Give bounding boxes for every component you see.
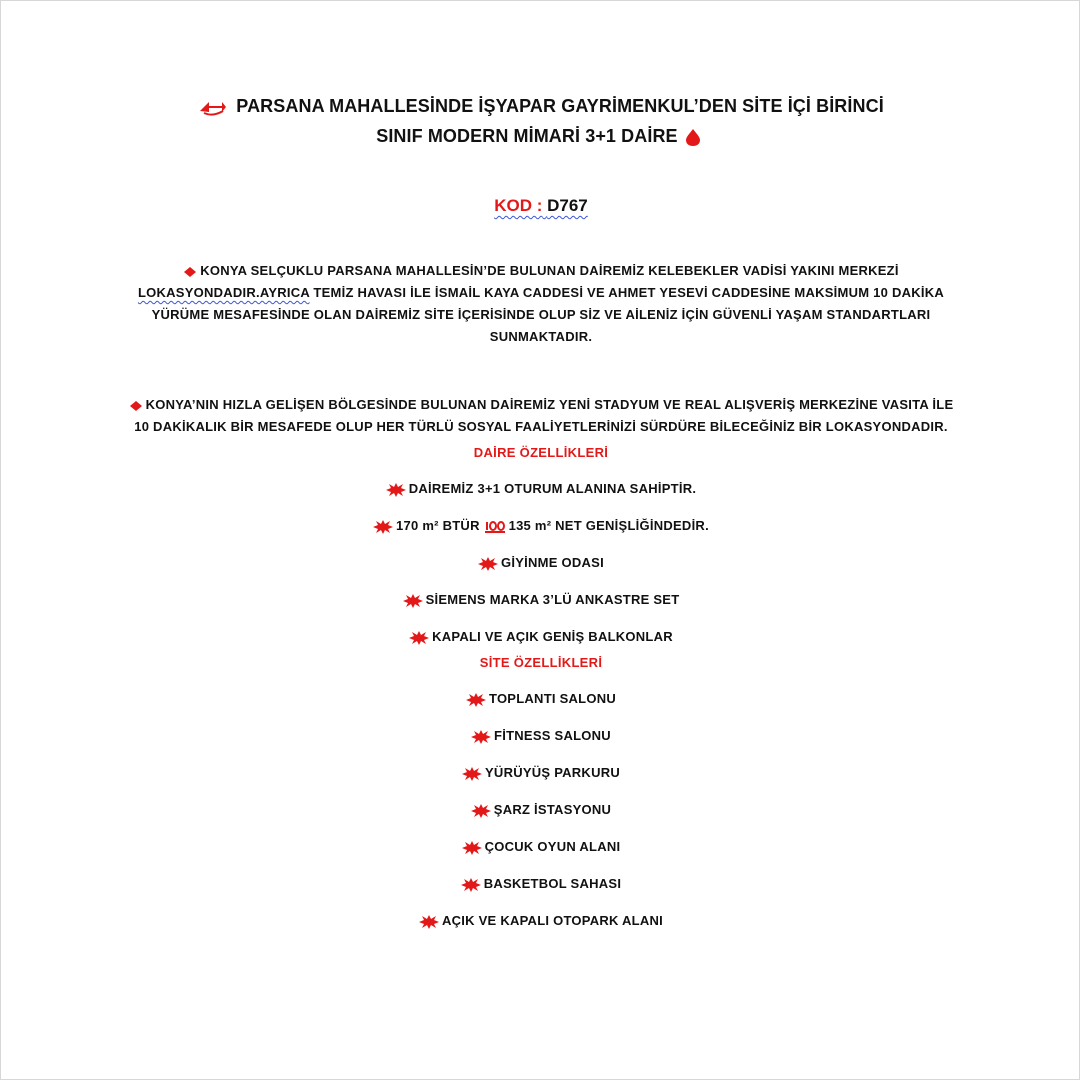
area-net: 135 m² NET GENİŞLİĞİNDEDİR. <box>508 518 709 533</box>
list-item <box>121 836 961 858</box>
red-burst-icon <box>386 483 406 497</box>
listing-code <box>121 194 961 218</box>
paragraph-1-text-b: TEMİZ HAVASI İLE İSMAİL KAYA CADDESİ VE AHMET YESEVİ CADDESİNE MAKSİMUM 10 DAKİKA YÜRÜME MESAFESİNDE OLAN DAİREMİZ SİTE İÇERİSİNDE OLUP SİZ VE AİLENİZ İÇİN GÜVENLİ YAŞAM STANDARTLARI SUNMAKTADIR. <box>151 285 945 344</box>
list-item <box>121 478 961 500</box>
list-item <box>121 688 961 710</box>
red-burst-icon <box>462 767 482 781</box>
feature-text: ŞARZ İSTASYONU <box>493 802 612 817</box>
red-burst-icon <box>478 557 498 571</box>
list-item <box>121 799 961 821</box>
site-feature-list <box>121 688 961 932</box>
code-label: KOD : <box>494 196 543 215</box>
paragraph-1-text-a: KONYA SELÇUKLU PARSANA MAHALLESİN’DE BULUNAN DAİREMİZ KELEBEKLER VADİSİ YAKINI MERKEZİ <box>200 263 899 278</box>
code-value: D767 <box>547 196 588 215</box>
description-paragraph-1 <box>121 260 961 348</box>
feature-text: ÇOCUK OYUN ALANI <box>484 839 621 854</box>
feature-text: FİTNESS SALONU <box>494 728 611 743</box>
red-burst-icon <box>471 730 491 744</box>
list-item <box>121 873 961 895</box>
site-section-title: SİTE ÖZELLİKLERİ <box>479 655 603 670</box>
paragraph-1-underlined: LOKASYONDADIR.AYRICA <box>137 285 310 300</box>
feature-text: DAİREMİZ 3+1 OTURUM ALANINA SAHİPTİR. <box>408 481 697 496</box>
daire-feature-list <box>121 478 961 648</box>
list-item <box>121 515 961 537</box>
red-burst-icon <box>403 594 423 608</box>
feature-text: SİEMENS MARKA 3’LÜ ANKASTRE SET <box>425 592 680 607</box>
feature-text: AÇIK VE KAPALI OTOPARK ALANI <box>441 913 664 928</box>
red-burst-icon <box>462 841 482 855</box>
feature-text: KAPALI VE AÇIK GENİŞ BALKONLAR <box>432 629 673 644</box>
red-100-icon <box>484 520 506 534</box>
feature-text: TOPLANTI SALONU <box>488 691 616 706</box>
document-content <box>121 91 961 932</box>
daire-section-title: DAİRE ÖZELLİKLERİ <box>473 445 609 460</box>
list-item <box>121 762 961 784</box>
description-paragraph-2 <box>121 394 961 438</box>
feature-text: BASKETBOL SAHASI <box>483 876 622 891</box>
title-line-2: SINIF MODERN MİMARİ 3+1 DAİRE <box>376 126 678 146</box>
red-diamond-icon <box>129 400 143 412</box>
listing-title <box>121 91 961 151</box>
red-drop-icon <box>683 127 703 147</box>
list-item <box>121 626 961 648</box>
list-item <box>121 725 961 747</box>
red-burst-icon <box>471 804 491 818</box>
red-burst-icon <box>466 693 486 707</box>
list-item <box>121 589 961 611</box>
feature-text: YÜRÜYÜŞ PARKURU <box>485 765 620 780</box>
list-item <box>121 552 961 574</box>
red-diamond-icon <box>183 266 197 278</box>
feature-text: GİYİNME ODASI <box>501 555 604 570</box>
red-burst-icon <box>419 915 439 929</box>
red-burst-icon <box>373 520 393 534</box>
red-arrows-icon <box>198 98 228 116</box>
list-item <box>121 910 961 932</box>
red-burst-icon <box>461 878 481 892</box>
paragraph-2-text: KONYA’NIN HIZLA GELİŞEN BÖLGESİNDE BULUNAN DAİREMİZ YENİ STADYUM VE REAL ALIŞVERİŞ MERKEZİNE VASITA İLE 10 DAKİKALIK BİR MESAFEDE OLUP HER TÜRLÜ SOSYAL FAALİYETLERİNİZİ SÜRDÜRE BİLECEĞİNİZ BİR LOKASYONDADIR. <box>134 397 954 434</box>
title-line-1: PARSANA MAHALLESİNDE İŞYAPAR GAYRİMENKUL’DEN SİTE İÇİ BİRİNCİ <box>236 96 884 116</box>
area-gross: 170 m² BTÜR <box>396 518 480 533</box>
red-burst-icon <box>409 631 429 645</box>
